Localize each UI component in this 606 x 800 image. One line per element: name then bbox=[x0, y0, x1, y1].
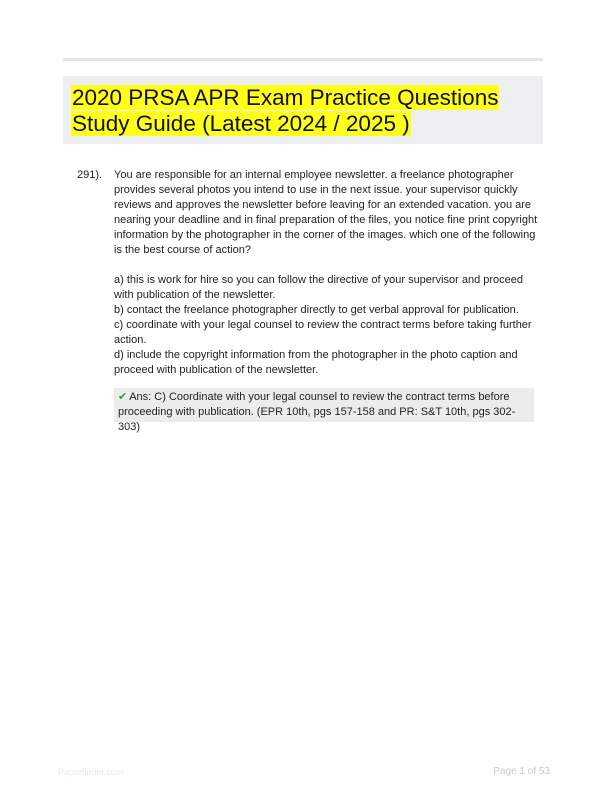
question-body bbox=[114, 168, 539, 378]
page-indicator: Page 1 of 53 bbox=[493, 766, 550, 777]
question-number: 291). bbox=[77, 169, 103, 181]
header-divider bbox=[63, 58, 543, 61]
option-d: d) include the copyright information from the photographer in the photo caption and proceed with publication of the newsletter. bbox=[114, 349, 518, 376]
option-c: c) coordinate with your legal counsel to review the contract terms before taking further action. bbox=[114, 319, 532, 346]
footer-watermark: Paperfinder.com bbox=[58, 767, 124, 777]
question-stem: You are responsible for an internal employee newsletter. a freelance photographer provides several photos you intend to use in the next issue. your supervisor quickly reviews and approves the newsletter before leaving for an extended vacation. you are nearing your deadline and in final preparation of the files, you notice fine print copyright information by the photographer in the corner of the images. which one of the following is the best course of action? bbox=[114, 169, 538, 256]
option-a: a) this is work for hire so you can follow the directive of your supervisor and proceed with publication of the newsletter. bbox=[114, 274, 524, 301]
document-title-text: 2020 PRSA APR Exam Practice Questions Study Guide (Latest 2024 / 2025 ) bbox=[72, 85, 499, 136]
answer-box bbox=[114, 388, 534, 433]
answer-text: Ans: C) Coordinate with your legal counsel to review the contract terms before proceeding with publication. (EPR 10th, pgs 157-158 and PR: S&T 10th, pgs 302-303) bbox=[118, 391, 516, 433]
option-b: b) contact the freelance photographer directly to get verbal approval for publication. bbox=[114, 304, 519, 316]
checkmark-icon: ✔ bbox=[118, 391, 128, 403]
document-title bbox=[71, 85, 541, 137]
